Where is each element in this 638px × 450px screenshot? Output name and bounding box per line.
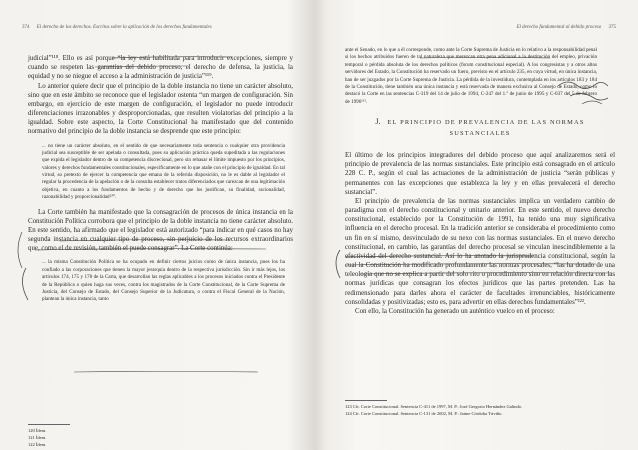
left-footnote: 121 Ídem.: [28, 434, 47, 440]
section-heading: [345, 116, 615, 139]
left-footnote: 122 Ídem.: [28, 441, 47, 447]
right-paragraph-1: El último de los principios integradores del debido proceso que aquí analizaremos será el principio de prevalencia de las normas sustanciales. Este principio está consagrado en el artículo 228 C. P., según el cual las actuaciones de la administración de justicia “serán públicas y permanentes con las excepciones que establezca la ley y en ellas prevalecerá el derecho sustancial”.: [345, 152, 615, 196]
right-running-title: El derecho fundamental al debido proceso: [516, 25, 602, 30]
left-footnotes: [28, 424, 148, 448]
left-footnote: 120 Ídem.: [28, 428, 47, 433]
right-footnote-rule: [345, 400, 387, 401]
right-paragraph-2: El principio de prevalencia de las normas sustanciales implica un verdadero cambio de paradigma con el derecho constitucional y unitario anterior. En este sentido, el nuevo derecho constitucional, establecido por la Constitución de 1991, ha tenido una muy significativa influencia en el derecho procesal. En la tradición anterior se consideraba el procedimiento como un fin en sí mismo, desvinculado de su nexo con las normas sustanciales. En el nuevo derecho constitucional, en cambio, las garantías del derecho procesal se vinculan inescindiblemente a la efectividad del derecho sustancial. Así lo ha anotado la jurisprudencia constitucional, según la cual la Constitución ha modificado profundamente las normas procesales, “las ha dotado de una teleología que no se explica a partir del solo rito o procedimiento sino en relación directa con las normas jurídicas que consagran los efectos jurídicos que las partes pretenden. Las ha redimensionado para darles ahora el carácter de facultades irrenunciables, históricamente consolidadas y positivizadas; esto es, para advertir en ellas derechos fundamentales”¹²².: [345, 197, 615, 306]
right-paragraph-3: Con ello, la Constitución ha generado un auténtico vuelco en el proceso:: [355, 307, 555, 315]
left-page: [0, 0, 318, 450]
left-paragraph-3: La Corte también ha manifestado que la consagración de procesos de única instancia en la Constitución Política corrobora que el principio de la doble instancia no tiene carácter absoluto. En este sentido, ha afirmado que el legislador está autorizado “para indicar en qué casos no hay segunda instancia en cualquier tipo de proceso, sin perjuicio de los recursos extraordinarios que, como el de revisión, también el puede consagrar”. La Corte continúa:: [28, 208, 293, 253]
right-text-column: [345, 47, 615, 316]
pencil-bracket: [336, 250, 340, 278]
left-block-quote-2: ... la misma Constitución Política se ha ocupado en definir ciertos juicios como de única instancia, pues los ha confiado a las corporaciones que tienen la mayor jerarquía dentro de la respectiva jurisdicción. Sin ir más lejos, los artículos 174, 175 y 178 de la Carta, que desarrollan las reglas aplicables a los procesos iniciados contra el Presidente de la República o quien haga sus veces, contra los magistrados de la Corte Constitucional, de la Corte Suprema de Justicia, del Consejo de Estado, del Consejo Superior de la Judicatura, o contra el Fiscal General de la Nación, plantean la única instancia, tanto: [42, 259, 285, 303]
left-paragraph-1: judicial”¹¹⁸. Ello es así porque “la ley está habilitada para introducir excepciones, siempre y cuando se respeten las garantías del debido proceso, el derecho de defensa, la justicia, la equidad y no se niegue el acceso a la administración de justicia”¹¹⁹.: [28, 55, 293, 81]
pencil-underline: [74, 372, 258, 373]
right-page: [320, 0, 638, 450]
right-quote-continuation: ante el Senado, en lo que a él corresponde, como ante la Corte Suprema de Justicia en lo relativo a la responsabilidad penal si los hechos atribuidos fueren de tal naturaleza que merezcan otra pena adicional a la destitución del empleo, privación temporal o pérdida absoluta de los derechos políticos (forum constitucional especial). A los congresistas y a otros altos servidores del Estado, la Constitución ha reservado un fuero, previsto en el artículo 235, en cuya virtud, en única instancia, han de ser juzgados por la Corte Suprema de Justicia. La pérdida de la investidura, contemplada en los artículos 183 y 184 de la Constitución, tiene también una única instancia y está reservada de manera exclusiva al Consejo de Estado, como lo destacó la Corte en las sentencias C-319 del 14 de julio de 1994, C-247 del 1.º de junio de 1995 y C-037 del 5 de febrero de 1996¹²¹.: [345, 47, 597, 105]
left-footnote-rule: [28, 424, 70, 425]
left-text-column: [28, 54, 293, 310]
section-title: EL PRINCIPIO DE PREVALENCIA DE LAS NORMAS SUSTANCIALES: [387, 119, 585, 137]
right-running-head: [516, 25, 616, 30]
right-page-number: 375: [608, 25, 616, 30]
left-paragraph-2: Lo anterior quiere decir que el principio de la doble instancia no tiene un carácter absoluto, sino que en este ámbito se reconoce que el legislador ostenta “un margen de configuración. Sin embargo, en ejercicio de este margen de configuración, el legislador no puede introducir diferenciaciones irrazonables y desproporcionadas, que resulten violatorias del principio a la igualdad. Sobre este aspecto, la Corte Constitucional ha manifestado que del contenido normativo del principio de la doble instancia se desprende que este principio:: [28, 82, 293, 136]
left-block-quote-1: ... no tiene un carácter absoluto, en el sentido de que necesariamente toda sentencia o cualquier otra providencia judicial sea susceptible de ser apelada o consultada, pues su aplicación práctica queda supeditada a las regulaciones que expida el legislador dentro de su competencia discrecional, pero sin rebasar el límite impuesto por los principios, valores y derechos fundamentales constitucionales, específicamente en lo que atañe con el principio de igualdad. En tal virtud, so pretexto de ejercer la competencia que emana de la referida disposición, no le es dable al legislador el regular la procedencia de la apelación o de la consulta establecer tratos diferenciados que carezcan de una legitimación objetiva, en cuanto a los fundamentos de hecho y de derecho que los justifican, su finalidad, racionalidad, razonabilidad y proporcionalidad¹²⁰.: [42, 142, 285, 201]
section-number: J.: [375, 117, 381, 126]
left-running-title: El derecho de los derechos. Escritos sobre la aplicación de los derechos fundamentales: [36, 25, 212, 30]
right-footnote: 123 Cfr. Corte Constitucional. Sentencia C-411 de 1997, M. P.: José Gregorio Hernández Galindo.: [345, 404, 523, 409]
right-footnotes: [345, 400, 615, 418]
left-page-number: 374: [22, 25, 30, 30]
right-footnote: 124 Cfr. Corte Constitucional. Sentencia C-131 de 2002, M. P.: Jaime Córdoba Triviño.: [345, 410, 503, 416]
left-running-head: [22, 25, 212, 30]
pencil-bracket: [18, 232, 22, 268]
